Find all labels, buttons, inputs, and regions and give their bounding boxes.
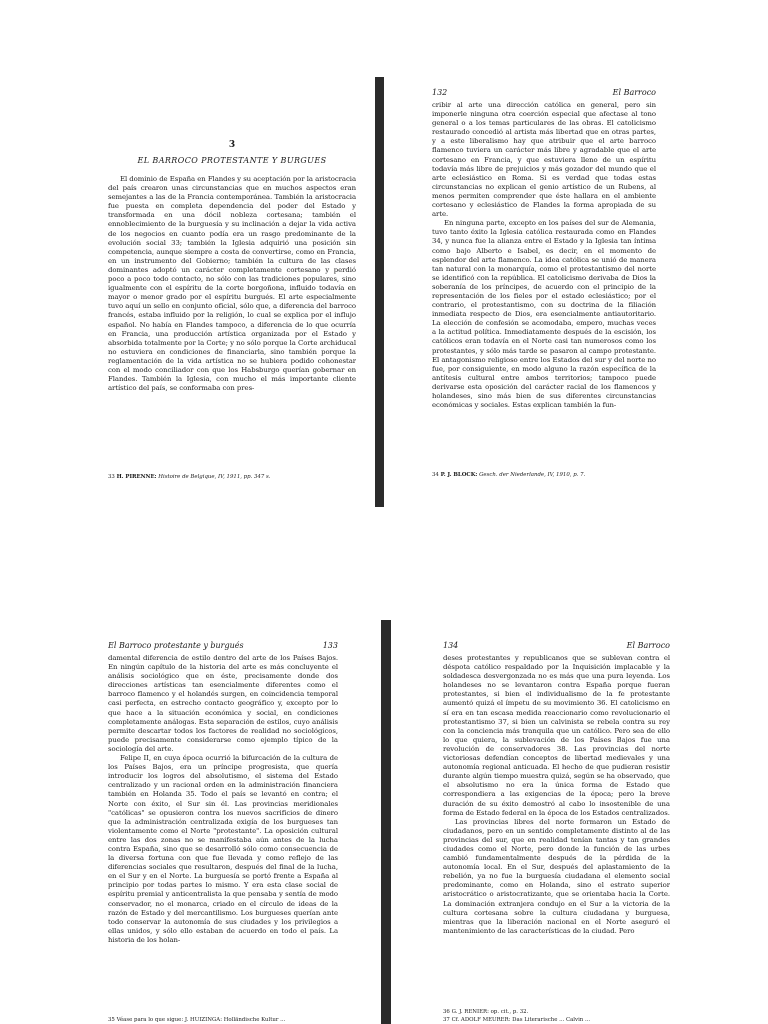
page-left-top (108, 136, 356, 486)
chapter-number: 3 (228, 140, 236, 150)
running-header (432, 88, 656, 97)
running-header (108, 641, 338, 650)
chapter-title: EL BARROCO PROTESTANTE Y BURGUES (137, 156, 327, 165)
running-head: El Barroco (612, 88, 656, 97)
footnote (108, 474, 356, 481)
page-number: 133 (322, 641, 338, 650)
footnote (108, 1017, 338, 1024)
body-paragraph-1: deses protestantes y republicanos que se sublevan contra el déspota católico respaldado por la Inquisición implacable y la soldadesca desvergonzada no es más que una pura leyenda. Los holandeses no se levantaron contra España porque fueran protestantes, si bien el individualismo de la fe protestante aumentó quizá el ímpetu de su movimiento 36. El catolicismo en sí era en tan escasa medida reaccionario como revolucionario el protestantismo 37, si bien un calvinista se rebela contra su rey con la conciencia más tranquila que un católico. Pero sea de ello lo que quiera, la sublevación de los Países Bajos fue una revolución de conservadores 38. Las provincias del norte victoriosas defendían conceptos de libertad medievales y una autonomía regional anticuada. El hecho de que pudieran resistir durante algún tiempo muestra quizá, según se ha observado, que el absolutismo no era la única forma de Estado que correspondiera a las exigencias de la época; pero la breve duración de su éxito demostró al cabo lo insostenible de una forma de Estado federal en la época de los Estados centralizados. (443, 654, 670, 817)
footnote-text: Histoire de Belgique, IV, 1911, pp. 347 s. (158, 474, 271, 480)
body-text: El dominio de España en Flandes y su aceptación por la aristocracia del país crearon unas circunstancias que en muchos aspectos eran semejantes a las de la Francia contemporánea. También la aristocracia fue puesta en completa dependencia del poder del Estado y transformada en una dócil nobleza cortesana; también el ennoblecimiento de la burguesía y su inclinación a dejar la vida activa de los negocios en cuanto podía era un rasgo predominante de la evolución social 33; también la Iglesia adquirió una posición sin competencia, aunque siempre a costa de convertirse, como en Francia, en un instrumento del Gobierno; también la cultura de las clases dominantes adoptó un carácter completamente cortesano y perdió poco a poco todo contacto, no sólo con las tradiciones populares, sino igualmente con el espíritu de la corte borgoñona, influido todavía en mayor o menor grado por el espíritu burgués. El arte especialmente tuvo aquí un sello en conjunto oficial, sólo que, a diferencia del barroco francés, estaba influido por la religión, lo cual se explica por el influjo español. No había en Flandes tampoco, a diferencia de lo que ocurría en Francia, una producción artística organizada por el Estado y absorbida totalmente por la Corte; y no sólo porque la Corte archiducal no estuviera en condiciones de financiarla, sino también porque la reglamentación de la vida artística no se hubiera podido cohonestar con el modo conciliador con que los Habsburgo querían gobernar en Flandes. También la Iglesia, con mucho el más importante cliente artístico del país, se conformaba con pres- (108, 175, 356, 393)
running-header (443, 641, 670, 650)
footnote-number: 33 (108, 474, 115, 480)
footnote-2 (443, 1017, 670, 1024)
page-number: 132 (432, 88, 448, 97)
footnote-text: Gesch. der Niederlande, IV, 1910, p. 7. (479, 472, 586, 478)
body-paragraph-2: Las provincias libres del norte formaron un Estado de ciudadanos, pero en un sentido completamente distinto al de las provincias del sur, que en realidad tenían tantas y tan grandes ciudades como el Norte, pero donde la función de las urbes cambió fundamentalmente después de la pérdida de la autonomía local. En el Sur, después del aplastamiento de la rebelión, ya no fue la burguesía ciudadana el elemento social predominante, como en Holanda, sino el estrato superior aristocrático o aristocratizante, que se orientaba hacia la Corte. La dominación extranjera condujo en el Sur a la victoria de la cultura cortesana sobre la cultura ciudadana y burguesa, mientras que la liberación nacional en el Norte aseguró el mantenimiento de las características de la ciudad. Pero (443, 817, 670, 935)
page-left-bottom (108, 641, 338, 1024)
footnote-number: 34 (432, 472, 439, 478)
running-head: El Barroco (626, 641, 670, 650)
body-paragraph-1: cribir al arte una dirección católica en general, pero sin imponerle ninguna otra coerción especial que afectase al tono general o a los temas particulares de las obras. El catolicismo restaurado concedió al artista más libertad que en otras partes, y a este liberalismo hay que atribuir que el arte barroco flamenco tuviera un carácter más libre y agradable que el arte cortesano en Francia, y que estuviera lleno de un espíritu todavía más libre de prejuicios y más gozador del mundo que el arte eclesiástico en Roma. Si es verdad que todas estas circunstancias no explican el genio artístico de un Rubens, al menos permiten comprender que éste hallara en el ambiente cortesano y eclesiástico de Flandes la forma apropiada de su arte. (432, 101, 656, 219)
body-paragraph-2: En ninguna parte, excepto en los países del sur de Alemania, tuvo tanto éxito la Iglesia católica restaurada como en Flandes 34, y nunca fue la alianza entre el Estado y la Iglesia tan íntima como bajo Alberto e Isabel, es decir, en el momento de esplendor del arte flamenco. La idea católica se unió de manera tan natural con la monarquía, como el protestantismo del norte se identificó con la república. El catolicismo derivaba de Dios la soberanía de los príncipes, de acuerdo con el principio de la representación de los fieles por el estado eclesiástico; por el contrario, el protestantismo, con su doctrina de la filiación inmediata respecto de Dios, era esencialmente antiautoritario. La elección de confesión se acomodaba, empero, muchas veces a la actitud política. Inmediatamente después de la escisión, los católicos eran todavía en el Norte casi tan numerosos como los protestantes, y sólo más tarde se pasaron al campo protestante. El antagonismo religioso entre los Estados del sur y del norte no fue, por consiguiente, en modo alguno la razón específica de la antítesis cultural entre ambos territorios; tampoco puede derivarse esta oposición del carácter racial de los flamencos y holandeses, sino más bien de sus diferentes circunstancias económicas y sociales. Estas explican también la fun- (432, 219, 656, 410)
footnote (432, 472, 656, 479)
footnote-text: 35 Véase para lo que sigue: J. HUIZINGA: Holländische Kultur ... (108, 1017, 286, 1023)
body-paragraph-2: Felipe II, en cuya época ocurrió la bifurcación de la cultura de los Países Bajos, era un príncipe progresista, que quería introducir los logros del absolutismo, el sistema del Estado centralizado y un racional orden en la administración financiera también en Holanda 35. Todo el país se levantó en contra; el Norte con éxito, el Sur sin él. Las provincias meridionales "católicas" se opusieron contra los nuevos sacrificios de dinero que la administración centralizada exigía de los burgueses tan violentamente como el Norte "protestante". La oposición cultural entre las dos zonas no se manifestaba aún antes de la lucha contra España, sino que se desarrolló sólo como consecuencia de la diversa fortuna con que fue llevada y como reflejo de las diferencias sociales que resultaron, después del final de la lucha, en el Sur y en el Norte. La burguesía se portó frente a España al principio por todas partes lo mismo. Y era esta clase social de espíritu premial y anticentralista la que pensaba y sentía de modo conservador, no el monarca, criado en el círculo de ideas de la razón de Estado y del mercantilismo. Los burgueses querían ante todo conservar la autonomía de sus ciudades y los privilegios a ellas unidos, y sólo ello estaban de acuerdo en todo el país. La historia de los holan- (108, 754, 338, 944)
binding-gutter-bottom (381, 620, 391, 1024)
footnote-author: H. PIRENNE: (116, 474, 157, 480)
binding-gutter-top (375, 77, 384, 507)
footnote-text: 37 Cf. ADOLF MEURER: Das Literarische ... Calvin ... (443, 1017, 591, 1023)
page-number: 134 (443, 641, 459, 650)
page-right-top (432, 88, 656, 486)
page-right-bottom (443, 641, 670, 1024)
running-head: El Barroco protestante y burgués (108, 641, 244, 650)
footnote-author: P. J. BLOCK: (440, 472, 478, 478)
footnote-text: 36 G. J. RENIER: op. cit., p. 32. (443, 1009, 529, 1015)
body-paragraph-1: damental diferencia de estilo dentro del arte de los Países Bajos. En ningún capítulo de la historia del arte es más concluyente el análisis sociológico que en éste, precisamente donde dos direcciones artísticas tan esencialmente diferentes como el barroco flamenco y el holandés surgen, en coincidencia temporal casi perfecta, en estrecho contacto geográfico y, excepto por lo que hace a la situación económica y social, en condiciones completamente análogas. Esta separación de estilos, cuyo análisis permite descartar todos los factores de realidad no sociológicos, puede precisamente considerarse como ejemplo típico de la sociología del arte. (108, 654, 338, 753)
footnote-1 (443, 1009, 670, 1016)
